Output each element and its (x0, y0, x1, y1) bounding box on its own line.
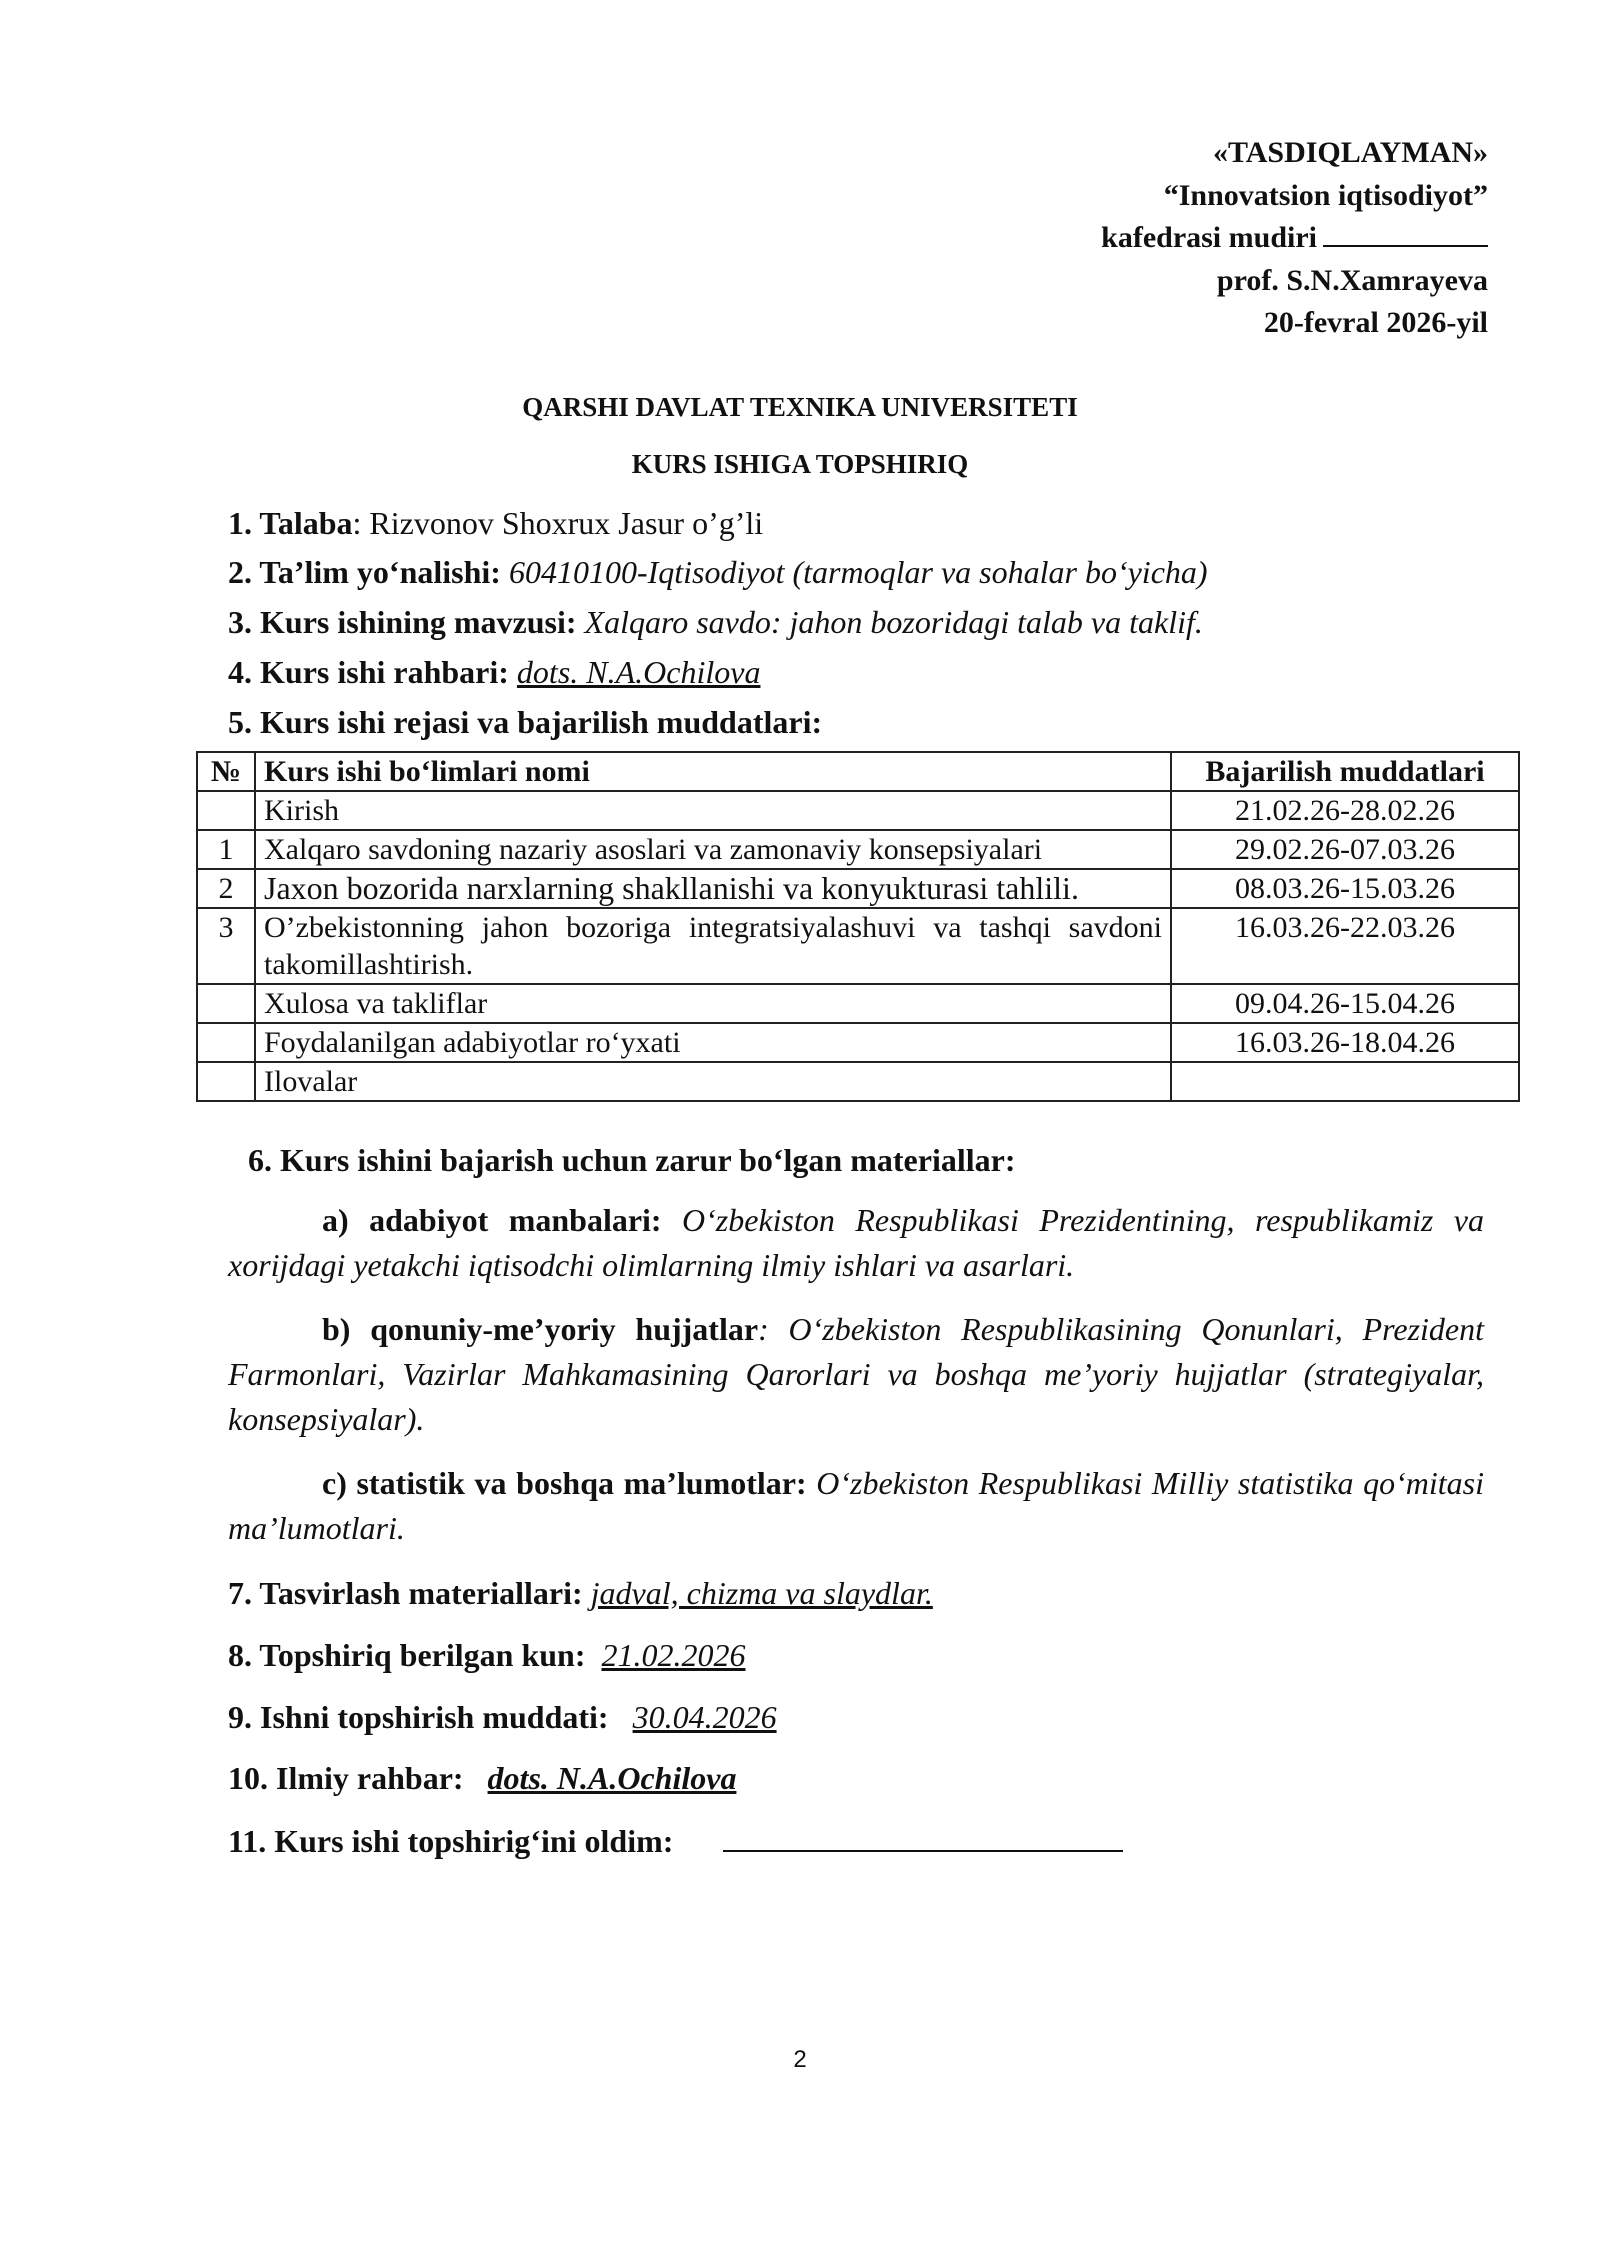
materials-c (228, 1461, 1484, 1551)
approval-block (788, 132, 1488, 345)
row-deadline: 16.03.26-22.03.26 (1171, 908, 1519, 984)
signature-line (1323, 219, 1488, 247)
materials-c-text: O‘zbekiston Respublikasi Milliy statistika qo‘mitasi ma’lumotlari. (228, 1465, 1485, 1546)
item-value: : Rizvonov Shoxrux Jasur o’g’li (352, 505, 764, 541)
item-direction (228, 552, 1208, 592)
materials-title (248, 1140, 1015, 1180)
item-label: 3. Kurs ishining mavzusi: (228, 604, 577, 640)
approval-head-label: kafedrasi mudiri (1101, 221, 1317, 254)
item-deadline (228, 1697, 777, 1737)
university-name: QARSHI DAVLAT TEXNIKA UNIVERSITETI (522, 392, 1078, 422)
materials-b-text: : O‘zbekiston Respublikasining Qonunlari, Prezident Farmonlari, Vazirlar Mahkamasining Qarorlari va boshqa me’yoriy hujjatlar (strategiyalar, konsepsiyalar). (228, 1311, 1485, 1437)
row-section: Kirish (255, 791, 1171, 830)
col-header-section: Kurs ishi bo‘limlari nomi (255, 752, 1171, 791)
item-topic (228, 602, 1203, 642)
item-label: 7. Tasvirlash materiallari: (228, 1575, 583, 1611)
materials-a-text: O‘zbekiston Respublikasi Prezidentining, respublikamiz va xorijdagi yetakchi iqtisodchi olimlarning ilmiy ishlari va asarlari. (228, 1202, 1485, 1283)
table-row (197, 908, 1519, 984)
row-number: 3 (197, 908, 255, 984)
row-deadline: 16.03.26-18.04.26 (1171, 1023, 1519, 1062)
item-supervisor (228, 652, 760, 692)
approval-name: prof. S.N.Xamrayeva (1216, 263, 1488, 297)
plan-table (196, 751, 1520, 1102)
row-deadline: 21.02.26-28.02.26 (1171, 791, 1519, 830)
item-illustrative (228, 1573, 933, 1613)
row-number (197, 1062, 255, 1101)
item-issued-date (228, 1635, 745, 1675)
approval-title: «TASDIQLAYMAN» (1212, 136, 1488, 169)
item-label: 10. Ilmiy rahbar: (228, 1760, 464, 1796)
row-section: O’zbekistonning jahon bozoriga integratsiyalashuvi va tashqi savdoni takomillashtirish. (255, 908, 1171, 984)
table-row (197, 984, 1519, 1023)
item-plan-title (228, 702, 822, 742)
approval-head-line (788, 217, 1488, 260)
materials-c-label: c) statistik va boshqa ma’lumotlar: (322, 1465, 807, 1501)
row-number (197, 984, 255, 1023)
item-label: 6. Kurs ishini bajarish uchun zarur bo‘lgan materiallar: (248, 1142, 1016, 1178)
row-number (197, 791, 255, 830)
item-label: 1. Talaba (228, 505, 353, 541)
table-row (197, 830, 1519, 869)
row-section: Jaxon bozorida narxlarning shakllanishi va konyukturasi tahlili. (255, 869, 1171, 908)
approval-department: “Innovatsion iqtisodiyot” (1163, 178, 1488, 212)
table-row (197, 869, 1519, 908)
row-deadline: 08.03.26-15.03.26 (1171, 869, 1519, 908)
row-section: Xulosa va takliflar (255, 984, 1171, 1023)
item-value: Xalqaro savdo: jahon bozoridagi talab va taklif. (576, 604, 1203, 640)
materials-a (228, 1198, 1484, 1288)
item-student (228, 503, 763, 543)
item-value: dots. N.A.Ochilova (487, 1760, 737, 1796)
row-number (197, 1023, 255, 1062)
row-deadline: 09.04.26-15.04.26 (1171, 984, 1519, 1023)
materials-b-label: b) qonuniy-me’yoriy hujjatlar (322, 1311, 759, 1347)
item-scientific-supervisor (228, 1758, 736, 1798)
row-deadline: 29.02.26-07.03.26 (1171, 830, 1519, 869)
item-received (228, 1820, 1123, 1861)
item-value: dots. N.A.Ochilova (516, 654, 761, 690)
table-row (197, 1023, 1519, 1062)
item-value: jadval, chizma va slaydlar. (590, 1575, 933, 1611)
item-label: 8. Topshiriq berilgan kun: (228, 1637, 586, 1673)
item-value: 30.04.2026 (632, 1699, 777, 1735)
row-number: 1 (197, 830, 255, 869)
col-header-deadline: Bajarilish muddatlari (1171, 752, 1519, 791)
approval-date: 20-fevral 2026-yil (1263, 306, 1488, 339)
row-number: 2 (197, 869, 255, 908)
table-row (197, 791, 1519, 830)
col-header-number: № (197, 752, 255, 791)
item-label: 4. Kurs ishi rahbari: (228, 654, 509, 690)
row-section: Foydalanilgan adabiyotlar ro‘yxati (255, 1023, 1171, 1062)
table-row (197, 1062, 1519, 1101)
item-label: 9. Ishni topshirish muddati: (228, 1699, 609, 1735)
item-label: 2. Ta’lim yo‘nalishi: (228, 554, 501, 590)
item-label: 5. Kurs ishi rejasi va bajarilish muddatlari: (228, 704, 823, 740)
document-title: KURS ISHIGA TOPSHIRIQ (631, 449, 969, 479)
item-value: 60410100-Iqtisodiyot (tarmoqlar va sohalar bo‘yicha) (500, 554, 1208, 590)
item-label: 11. Kurs ishi topshirig‘ini oldim: (228, 1823, 674, 1859)
page-number: 2 (793, 2046, 807, 2073)
materials-b (228, 1307, 1484, 1442)
materials-a-label: a) adabiyot manbalari: (322, 1202, 662, 1238)
row-section: Ilovalar (255, 1062, 1171, 1101)
signature-line (723, 1820, 1123, 1852)
row-section: Xalqaro savdoning nazariy asoslari va zamonaviy konsepsiyalari (255, 830, 1171, 869)
item-value: 21.02.2026 (601, 1637, 746, 1673)
row-deadline (1171, 1062, 1519, 1101)
table-header-row (197, 752, 1519, 791)
